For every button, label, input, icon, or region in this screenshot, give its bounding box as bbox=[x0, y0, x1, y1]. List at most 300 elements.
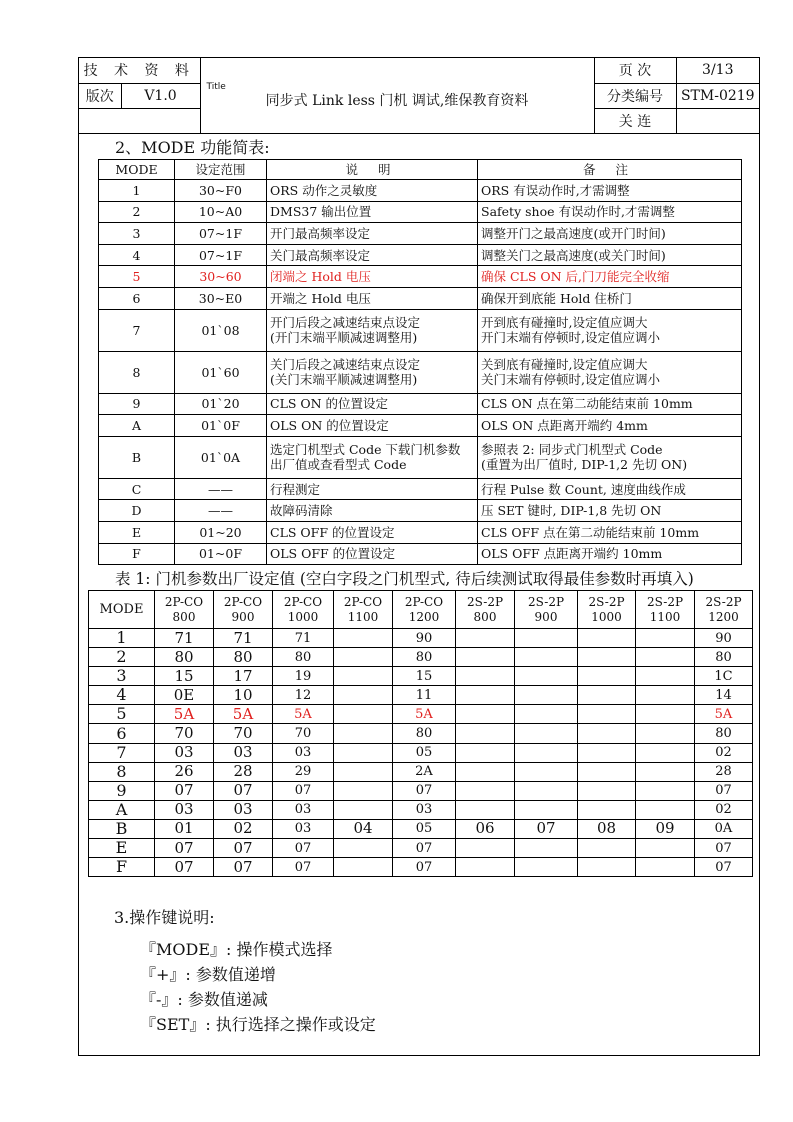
param-value bbox=[636, 648, 695, 667]
title-tag: Title bbox=[206, 82, 226, 92]
param-value: 06 bbox=[456, 819, 515, 838]
param-value: 07 bbox=[273, 858, 334, 877]
param-table-caption: 表 1: 门机参数出厂设定值 (空白字段之门机型式, 待后续测试取得最佳参数时再填入) bbox=[115, 570, 694, 588]
param-value: 07 bbox=[393, 839, 456, 858]
mode-code: 5 bbox=[99, 266, 175, 288]
mode-range: —— bbox=[175, 500, 267, 522]
related-value bbox=[676, 108, 759, 133]
document-page bbox=[78, 57, 760, 1056]
door-type-label: 2P-CO bbox=[164, 595, 204, 610]
param-value bbox=[334, 648, 393, 667]
door-type-header bbox=[334, 591, 393, 629]
param-mode: 3 bbox=[89, 667, 155, 686]
param-value bbox=[578, 743, 636, 762]
mode-range: 07~1F bbox=[175, 223, 267, 245]
param-value bbox=[456, 724, 515, 743]
door-type-label: 2P-CO bbox=[283, 595, 323, 610]
header-blank-cell bbox=[79, 108, 200, 133]
door-type-header bbox=[515, 591, 578, 629]
note-line: CLS ON 点在第二动能结束前 10mm bbox=[481, 396, 693, 412]
param-value bbox=[515, 724, 578, 743]
param-value bbox=[636, 762, 695, 781]
param-value bbox=[334, 724, 393, 743]
mode-note bbox=[478, 266, 742, 288]
param-value bbox=[456, 839, 515, 858]
param-value: 07 bbox=[155, 781, 214, 800]
description-line: 选定门机型式 Code 下载门机参数 bbox=[270, 442, 461, 458]
door-size-label: 800 bbox=[473, 609, 497, 624]
mode-function-table bbox=[98, 159, 742, 565]
param-value bbox=[456, 648, 515, 667]
description-line: (开门末端平顺减速调整用) bbox=[270, 330, 418, 346]
param-value: 5A bbox=[214, 705, 273, 724]
mode-description bbox=[267, 244, 478, 266]
description-line: 开端之 Hold 电压 bbox=[270, 290, 371, 306]
description-line: DMS37 输出位置 bbox=[270, 204, 372, 220]
mode-note bbox=[478, 415, 742, 437]
param-value: 5A bbox=[273, 705, 334, 724]
note-line: OLS ON 点距离开端约 4mm bbox=[481, 417, 648, 433]
param-value: 5A bbox=[695, 705, 753, 724]
param-value: 07 bbox=[393, 858, 456, 877]
door-size-label: 1200 bbox=[708, 609, 739, 624]
param-value bbox=[636, 800, 695, 819]
param-mode: 5 bbox=[89, 705, 155, 724]
mode-note bbox=[478, 478, 742, 500]
param-value: 5A bbox=[155, 705, 214, 724]
mode-range: 01`08 bbox=[175, 309, 267, 351]
mode-code: 8 bbox=[99, 351, 175, 393]
mode-note bbox=[478, 500, 742, 522]
param-value: 80 bbox=[695, 648, 753, 667]
param-value bbox=[515, 781, 578, 800]
door-type-label: 2S-2P bbox=[705, 595, 742, 610]
description-line: 关门最高频率设定 bbox=[270, 247, 371, 263]
param-value bbox=[456, 743, 515, 762]
param-value: 10 bbox=[214, 686, 273, 705]
param-value bbox=[334, 858, 393, 877]
mode-row bbox=[99, 393, 742, 415]
param-value bbox=[515, 858, 578, 877]
param-value bbox=[515, 686, 578, 705]
door-type-header bbox=[393, 591, 456, 629]
document-header-table bbox=[79, 58, 759, 134]
description-line: 故障码清除 bbox=[270, 503, 333, 519]
param-value: 03 bbox=[273, 743, 334, 762]
mode-description bbox=[267, 436, 478, 478]
param-value: 29 bbox=[273, 762, 334, 781]
param-value: 07 bbox=[155, 858, 214, 877]
mode-range: 01`0F bbox=[175, 415, 267, 437]
door-type-header bbox=[636, 591, 695, 629]
param-value: 80 bbox=[273, 648, 334, 667]
param-value bbox=[578, 800, 636, 819]
param-value: 15 bbox=[393, 667, 456, 686]
param-row bbox=[89, 781, 753, 800]
document-title: 同步式 Link less 门机 调试,维保教育资料 bbox=[265, 93, 529, 109]
param-value bbox=[636, 667, 695, 686]
param-value: 0E bbox=[155, 686, 214, 705]
door-type-header bbox=[273, 591, 334, 629]
description-line: 开门最高频率设定 bbox=[270, 225, 371, 241]
mode-description bbox=[267, 201, 478, 223]
param-value: 01 bbox=[155, 819, 214, 838]
mode-code: 1 bbox=[99, 180, 175, 202]
param-row bbox=[89, 743, 753, 762]
param-defaults-table bbox=[88, 590, 753, 877]
door-type-label: 2S-2P bbox=[466, 595, 504, 610]
door-size-label: 800 bbox=[172, 609, 196, 624]
mode-range: 10~A0 bbox=[175, 201, 267, 223]
note-line: 参照表 2: 同步式门机型式 Code bbox=[481, 442, 663, 458]
mode-range: 01`20 bbox=[175, 393, 267, 415]
param-value bbox=[456, 705, 515, 724]
param-value: 80 bbox=[695, 724, 753, 743]
door-type-label: 2S-2P bbox=[588, 595, 625, 610]
mode-note bbox=[478, 393, 742, 415]
param-mode: 8 bbox=[89, 762, 155, 781]
param-value: 04 bbox=[334, 819, 393, 838]
param-value bbox=[578, 705, 636, 724]
doc-type-label: 技 术 资 料 bbox=[79, 58, 200, 83]
param-value: 12 bbox=[273, 686, 334, 705]
param-row bbox=[89, 762, 753, 781]
param-row bbox=[89, 667, 753, 686]
key-explanation bbox=[114, 908, 376, 1037]
param-value bbox=[578, 648, 636, 667]
mode-row bbox=[99, 309, 742, 351]
category-value: STM-0219 bbox=[676, 83, 759, 108]
mode-range: 30~F0 bbox=[175, 180, 267, 202]
param-value bbox=[334, 629, 393, 648]
mode-range: 01`0A bbox=[175, 436, 267, 478]
param-value bbox=[334, 762, 393, 781]
description-line: 行程测定 bbox=[270, 481, 321, 497]
mode-row bbox=[99, 543, 742, 565]
description-line: (关门末端平顺减速调整用) bbox=[270, 372, 418, 388]
note-line: 确保开到底能 Hold 住桥门 bbox=[481, 290, 632, 306]
param-value bbox=[456, 686, 515, 705]
note-line: 关门末端有停顿时,设定值应调小 bbox=[481, 372, 660, 388]
param-value: 80 bbox=[393, 648, 456, 667]
param-value: 03 bbox=[273, 800, 334, 819]
param-value: 05 bbox=[393, 743, 456, 762]
description-line: CLS ON 的位置设定 bbox=[270, 396, 389, 412]
door-type-header bbox=[214, 591, 273, 629]
door-type-label: 2P-CO bbox=[343, 595, 383, 610]
param-value: 70 bbox=[214, 724, 273, 743]
key-item: 『-』: 参数值递减 bbox=[140, 990, 268, 1009]
param-value: 28 bbox=[214, 762, 273, 781]
param-value: 80 bbox=[393, 724, 456, 743]
mode-row bbox=[99, 223, 742, 245]
description-line: 出厂值或查看型式 Code bbox=[270, 457, 407, 473]
mode-note bbox=[478, 351, 742, 393]
param-value: 71 bbox=[214, 629, 273, 648]
mode-note bbox=[478, 521, 742, 543]
note-line: CLS OFF 点在第二动能结束前 10mm bbox=[481, 524, 700, 540]
mode-description bbox=[267, 521, 478, 543]
page-number: 3/13 bbox=[676, 58, 759, 83]
param-value: 80 bbox=[155, 648, 214, 667]
param-value bbox=[456, 667, 515, 686]
param-mode: 4 bbox=[89, 686, 155, 705]
mode-code: 7 bbox=[99, 309, 175, 351]
param-value: 07 bbox=[515, 819, 578, 838]
door-type-header bbox=[456, 591, 515, 629]
mode-description bbox=[267, 266, 478, 288]
mode-description bbox=[267, 500, 478, 522]
mode-row bbox=[99, 287, 742, 309]
param-value bbox=[636, 629, 695, 648]
param-value bbox=[515, 648, 578, 667]
param-value bbox=[515, 705, 578, 724]
param-row bbox=[89, 629, 753, 648]
mode-code: 4 bbox=[99, 244, 175, 266]
param-mode: 6 bbox=[89, 724, 155, 743]
key-item: 『MODE』: 操作模式选择 bbox=[140, 940, 333, 959]
key-item: 『SET』: 执行选择之操作或设定 bbox=[140, 1015, 376, 1034]
door-type-header bbox=[155, 591, 214, 629]
param-value bbox=[515, 762, 578, 781]
param-value bbox=[456, 629, 515, 648]
param-value bbox=[578, 724, 636, 743]
note-line: ORS 有误动作时,才需调整 bbox=[481, 182, 630, 198]
mode-range: 01~0F bbox=[175, 543, 267, 565]
mode-description bbox=[267, 180, 478, 202]
door-type-label: 2P-CO bbox=[404, 595, 444, 610]
mode-range: 01`60 bbox=[175, 351, 267, 393]
param-value: 07 bbox=[695, 839, 753, 858]
param-value: 26 bbox=[155, 762, 214, 781]
param-mode: 2 bbox=[89, 648, 155, 667]
param-value: 03 bbox=[273, 819, 334, 838]
param-row bbox=[89, 705, 753, 724]
mode-range: 30~E0 bbox=[175, 287, 267, 309]
note-col-header: 备 注 bbox=[478, 160, 742, 180]
param-value: 07 bbox=[695, 781, 753, 800]
note-line: 压 SET 键时, DIP-1,8 先切 ON bbox=[481, 503, 662, 519]
description-line: 闭端之 Hold 电压 bbox=[270, 269, 371, 285]
mode-col-header: MODE bbox=[99, 160, 175, 180]
param-value bbox=[334, 743, 393, 762]
door-type-label: 2P-CO bbox=[223, 595, 263, 610]
param-value: 90 bbox=[695, 629, 753, 648]
param-value: 05 bbox=[393, 819, 456, 838]
param-mode: A bbox=[89, 800, 155, 819]
description-line: ORS 动作之灵敏度 bbox=[270, 182, 378, 198]
param-value: 5A bbox=[393, 705, 456, 724]
param-value: 02 bbox=[695, 743, 753, 762]
param-value: 02 bbox=[214, 819, 273, 838]
param-value: 07 bbox=[214, 781, 273, 800]
param-value bbox=[578, 858, 636, 877]
param-value bbox=[515, 743, 578, 762]
param-value bbox=[515, 629, 578, 648]
mode-note bbox=[478, 244, 742, 266]
door-size-label: 900 bbox=[231, 609, 255, 624]
param-value: 07 bbox=[695, 858, 753, 877]
note-line: 开门末端有停顿时,设定值应调小 bbox=[481, 330, 660, 346]
mode-code: C bbox=[99, 478, 175, 500]
mode-code: 3 bbox=[99, 223, 175, 245]
mode-code: D bbox=[99, 500, 175, 522]
mode-code: F bbox=[99, 543, 175, 565]
mode-row bbox=[99, 478, 742, 500]
note-line: (重置为出厂值时, DIP-1,2 先切 ON) bbox=[481, 457, 688, 473]
mode-code: E bbox=[99, 521, 175, 543]
range-col-header: 设定范围 bbox=[175, 160, 267, 180]
param-value: 14 bbox=[695, 686, 753, 705]
param-value: 71 bbox=[273, 629, 334, 648]
param-value: 1C bbox=[695, 667, 753, 686]
note-line: 关到底有碰撞时,设定值应调大 bbox=[481, 357, 648, 373]
param-row bbox=[89, 819, 753, 838]
note-line: Safety shoe 有误动作时,才需调整 bbox=[481, 204, 675, 220]
param-value bbox=[515, 667, 578, 686]
door-type-header bbox=[578, 591, 636, 629]
param-row bbox=[89, 839, 753, 858]
mode-description bbox=[267, 351, 478, 393]
param-value bbox=[578, 667, 636, 686]
param-value bbox=[578, 762, 636, 781]
param-value bbox=[636, 743, 695, 762]
description-line: OLS OFF 的位置设定 bbox=[270, 546, 396, 562]
note-line: 开到底有碰撞时,设定值应调大 bbox=[481, 315, 648, 331]
param-value: 03 bbox=[155, 800, 214, 819]
param-value bbox=[334, 800, 393, 819]
mode-row bbox=[99, 436, 742, 478]
door-size-label: 1100 bbox=[347, 609, 379, 624]
param-value: 80 bbox=[214, 648, 273, 667]
door-size-label: 1100 bbox=[649, 609, 681, 624]
param-value bbox=[636, 705, 695, 724]
param-mode: E bbox=[89, 839, 155, 858]
version-value: V1.0 bbox=[121, 83, 200, 108]
param-value: 2A bbox=[393, 762, 456, 781]
param-mode: 1 bbox=[89, 629, 155, 648]
param-value: 07 bbox=[155, 839, 214, 858]
param-row bbox=[89, 800, 753, 819]
related-label: 关 连 bbox=[594, 108, 676, 133]
param-mode: 9 bbox=[89, 781, 155, 800]
param-row bbox=[89, 858, 753, 877]
param-value: 71 bbox=[155, 629, 214, 648]
description-line: 开门后段之减速结束点设定 bbox=[270, 315, 421, 331]
mode-code: 2 bbox=[99, 201, 175, 223]
mode-description bbox=[267, 478, 478, 500]
mode-row bbox=[99, 521, 742, 543]
mode-description bbox=[267, 393, 478, 415]
param-value: 07 bbox=[273, 781, 334, 800]
param-value bbox=[636, 724, 695, 743]
param-value bbox=[578, 781, 636, 800]
desc-col-header: 说 明 bbox=[267, 160, 478, 180]
title-cell bbox=[200, 58, 594, 133]
keys-heading: 3.操作键说明: bbox=[114, 908, 215, 927]
door-size-label: 1200 bbox=[408, 609, 440, 624]
param-value: 03 bbox=[393, 800, 456, 819]
param-mode: 7 bbox=[89, 743, 155, 762]
param-row bbox=[89, 724, 753, 743]
param-mode: B bbox=[89, 819, 155, 838]
param-value bbox=[636, 858, 695, 877]
param-value bbox=[636, 686, 695, 705]
door-type-label: 2S-2P bbox=[646, 595, 684, 610]
note-line: 调整关门之最高速度(或关门时间) bbox=[481, 247, 666, 263]
mode-note bbox=[478, 287, 742, 309]
mode-code: B bbox=[99, 436, 175, 478]
param-mode: F bbox=[89, 858, 155, 877]
param-value: 09 bbox=[636, 819, 695, 838]
param-value: 70 bbox=[273, 724, 334, 743]
param-value bbox=[334, 686, 393, 705]
param-value: 11 bbox=[393, 686, 456, 705]
param-value bbox=[636, 781, 695, 800]
param-value bbox=[334, 667, 393, 686]
mode-description bbox=[267, 287, 478, 309]
mode-note bbox=[478, 201, 742, 223]
param-value: 19 bbox=[273, 667, 334, 686]
mode-code: A bbox=[99, 415, 175, 437]
mode-note bbox=[478, 436, 742, 478]
mode-note bbox=[478, 309, 742, 351]
page-label: 页 次 bbox=[594, 58, 676, 83]
note-line: 调整开门之最高速度(或开门时间) bbox=[481, 225, 666, 241]
param-row bbox=[89, 686, 753, 705]
mode-row bbox=[99, 500, 742, 522]
param-value: 02 bbox=[695, 800, 753, 819]
param-value: 90 bbox=[393, 629, 456, 648]
param-value bbox=[515, 800, 578, 819]
mode-range: 01~20 bbox=[175, 521, 267, 543]
mode-row bbox=[99, 201, 742, 223]
param-value bbox=[334, 705, 393, 724]
note-line: OLS OFF 点距离开端约 10mm bbox=[481, 546, 663, 562]
mode-row bbox=[99, 415, 742, 437]
mode-code: 9 bbox=[99, 393, 175, 415]
param-value: 07 bbox=[393, 781, 456, 800]
param-value: 03 bbox=[155, 743, 214, 762]
param-value: 08 bbox=[578, 819, 636, 838]
mode-row bbox=[99, 180, 742, 202]
param-value bbox=[334, 839, 393, 858]
description-line: OLS ON 的位置设定 bbox=[270, 417, 389, 433]
param-value: 03 bbox=[214, 800, 273, 819]
param-value bbox=[456, 781, 515, 800]
mode-description bbox=[267, 223, 478, 245]
param-value: 17 bbox=[214, 667, 273, 686]
param-value: 0A bbox=[695, 819, 753, 838]
param-value bbox=[334, 781, 393, 800]
version-label: 版次 bbox=[79, 83, 121, 108]
param-value: 70 bbox=[155, 724, 214, 743]
door-size-label: 1000 bbox=[287, 609, 319, 624]
mode-description bbox=[267, 309, 478, 351]
mode-section-heading: 2、MODE 功能简表: bbox=[115, 138, 270, 157]
param-value: 07 bbox=[273, 839, 334, 858]
door-size-label: 1000 bbox=[591, 609, 622, 624]
key-item: 『+』: 参数值递增 bbox=[140, 965, 276, 984]
param-value bbox=[578, 839, 636, 858]
param-value: 15 bbox=[155, 667, 214, 686]
param-value: 28 bbox=[695, 762, 753, 781]
param-value bbox=[578, 686, 636, 705]
mode-note bbox=[478, 180, 742, 202]
mode-note bbox=[478, 543, 742, 565]
param-value bbox=[456, 800, 515, 819]
mode-range: —— bbox=[175, 478, 267, 500]
